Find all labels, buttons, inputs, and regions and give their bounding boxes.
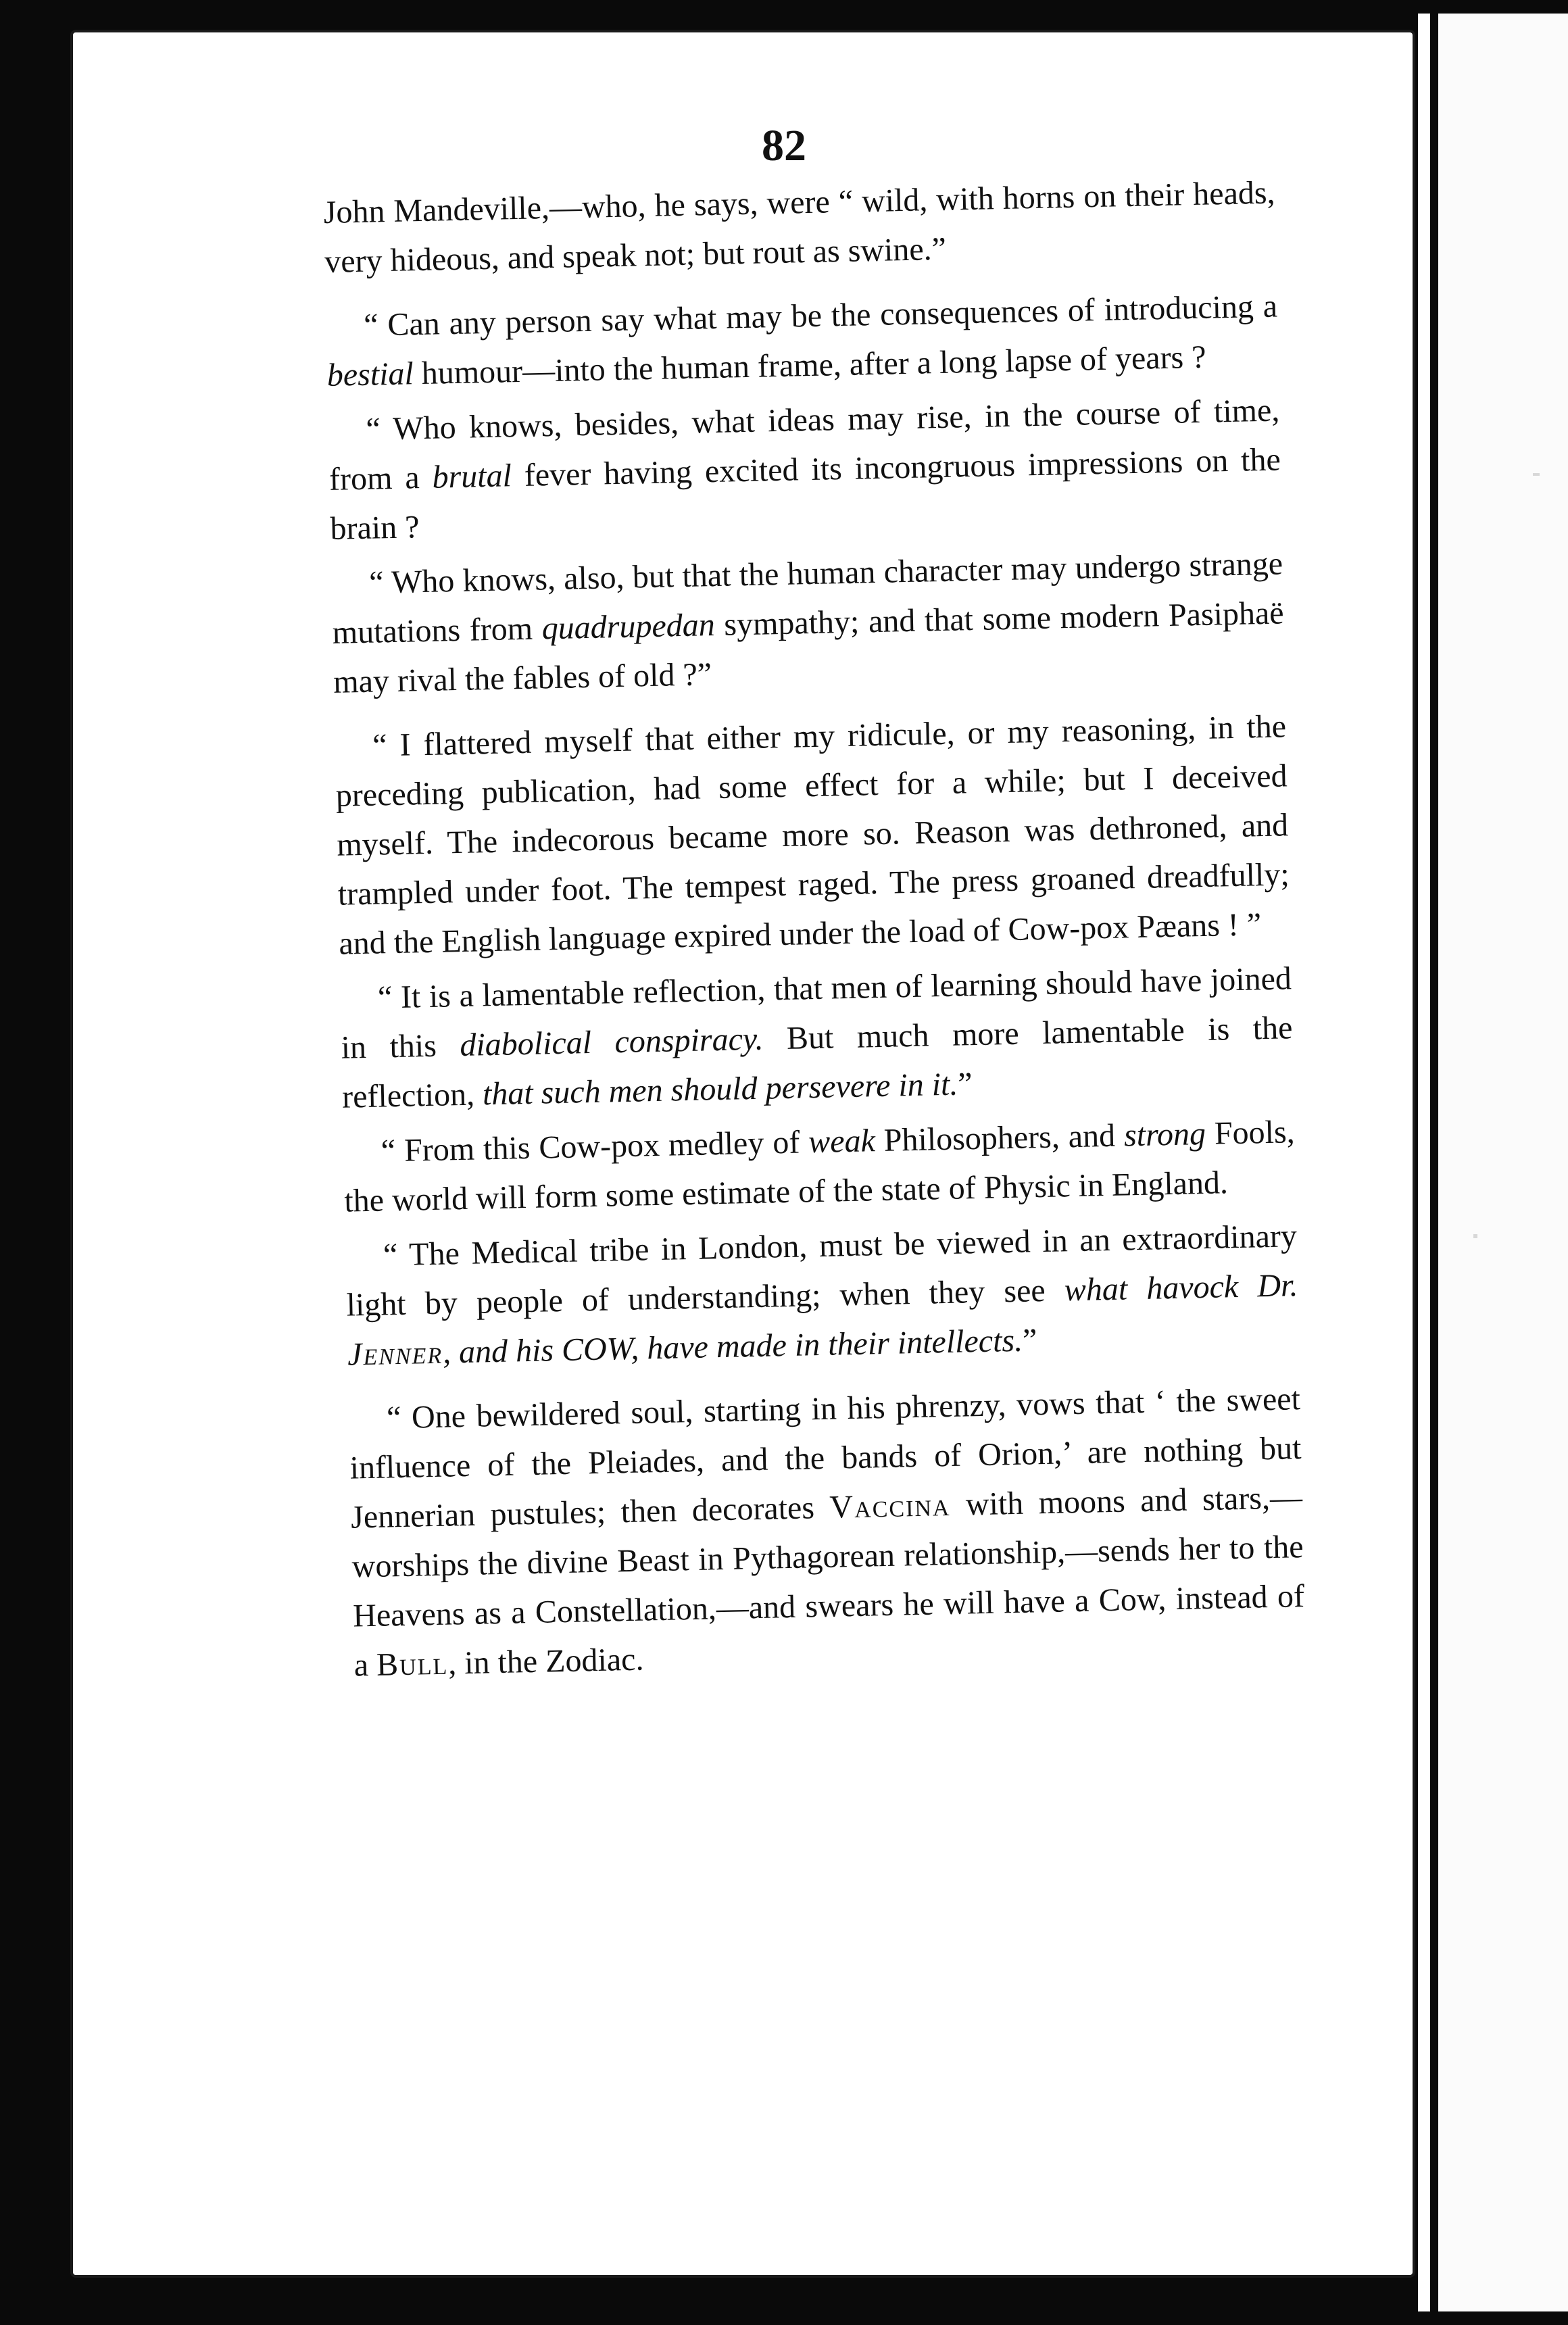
text-run: “ One bewildered soul, starting in his phrenzy, vows that ‘ the sweet influence of the Pleiades, and the bands of Orion,’ are nothing but Jennerian pustules; then decorates xyxy=(349,1381,1302,1536)
page-number: 82 xyxy=(762,121,806,170)
text-run: fever having excited its incongruous impressions on the brain ? xyxy=(330,441,1281,547)
italic-text: diabolical conspiracy. xyxy=(459,1021,764,1064)
italic-text: bestial xyxy=(326,356,414,393)
paragraph xyxy=(339,954,1294,1121)
italic-text: , and his COW, have made in their intellects. xyxy=(442,1322,1023,1371)
italic-text: brutal xyxy=(431,458,512,495)
text-run: “ Can any person say what may be the consequences of introducing a xyxy=(363,288,1278,343)
text-run: humour—into the human frame, after a long lapse of years ? xyxy=(413,339,1207,392)
text-run: “ I flattered myself that either my ridicule, or my reasoning, in the preceding publication, had some effect for a while; but I deceived myself. The indecorous became more so. Reason was dethroned, and trampled under foot. The tempest raged. The press groaned dreadfully; and the English language expired under the load of Cow-pox Pæans ! ” xyxy=(335,708,1290,962)
paragraph xyxy=(326,281,1279,399)
paragraph xyxy=(328,385,1282,553)
text-run: ” xyxy=(1022,1322,1037,1359)
italic-text: strong xyxy=(1123,1115,1206,1154)
paragraph xyxy=(330,539,1285,706)
italic-text: weak xyxy=(808,1123,876,1160)
text-run: Fools, the world will form some estimate of the state of Physic in England. xyxy=(343,1114,1296,1219)
scan-speck xyxy=(1473,1234,1477,1238)
text-run: “ From this Cow-pox medley of xyxy=(381,1124,809,1169)
facing-page-edge xyxy=(1438,14,1568,2311)
text-run: John Mandeville,—who, he says, were “ wild, with horns on their heads, very hideous, and speak not; but rout as swine.” xyxy=(323,174,1276,280)
paragraph xyxy=(323,168,1277,287)
paragraph xyxy=(348,1374,1306,1690)
text-run: “ Who knows, besides, what ideas may rise, in the course of time, from a xyxy=(328,392,1280,497)
text-run: , in the Zodiac. xyxy=(447,1641,644,1682)
text-run: with moons and stars,—worships the divine Beast in Pythagorean relationship,—sends her to the Heavens as a Constellation,—and swears he will have a Cow, instead of a xyxy=(351,1479,1305,1684)
text-run: “ The Medical tribe in London, must be viewed in an extraordinary light by people of understanding; when they see xyxy=(346,1218,1298,1323)
small-caps-text: Vaccina xyxy=(829,1486,951,1525)
text-run: But much more lamentable is the reflection, xyxy=(341,1010,1293,1115)
text-run: “ It is a lamentable reflection, that men of learning should have joined in this xyxy=(341,960,1292,1066)
text-run: Philosophers, and xyxy=(875,1117,1125,1159)
italic-text: what havock Dr. xyxy=(1064,1267,1298,1308)
body-text xyxy=(323,168,1306,1696)
italic-text: that such men should persevere in it. xyxy=(482,1066,958,1112)
text-run: ” xyxy=(957,1066,973,1102)
italic-text: quadrupedan xyxy=(541,607,716,647)
small-caps-text: Bull xyxy=(376,1645,449,1683)
paragraph xyxy=(335,702,1291,968)
paragraph xyxy=(345,1211,1299,1379)
scan-speck xyxy=(1533,473,1540,476)
text-run: sympathy; and that some modern Pasiphaë may rival the fables of old ?” xyxy=(333,595,1285,700)
page-gutter xyxy=(1418,14,1430,2311)
text-run: “ Who knows, also, but that the human character may undergo strange mutations from xyxy=(332,545,1283,651)
italic-text: Jenner xyxy=(347,1334,443,1373)
paragraph xyxy=(343,1107,1296,1225)
